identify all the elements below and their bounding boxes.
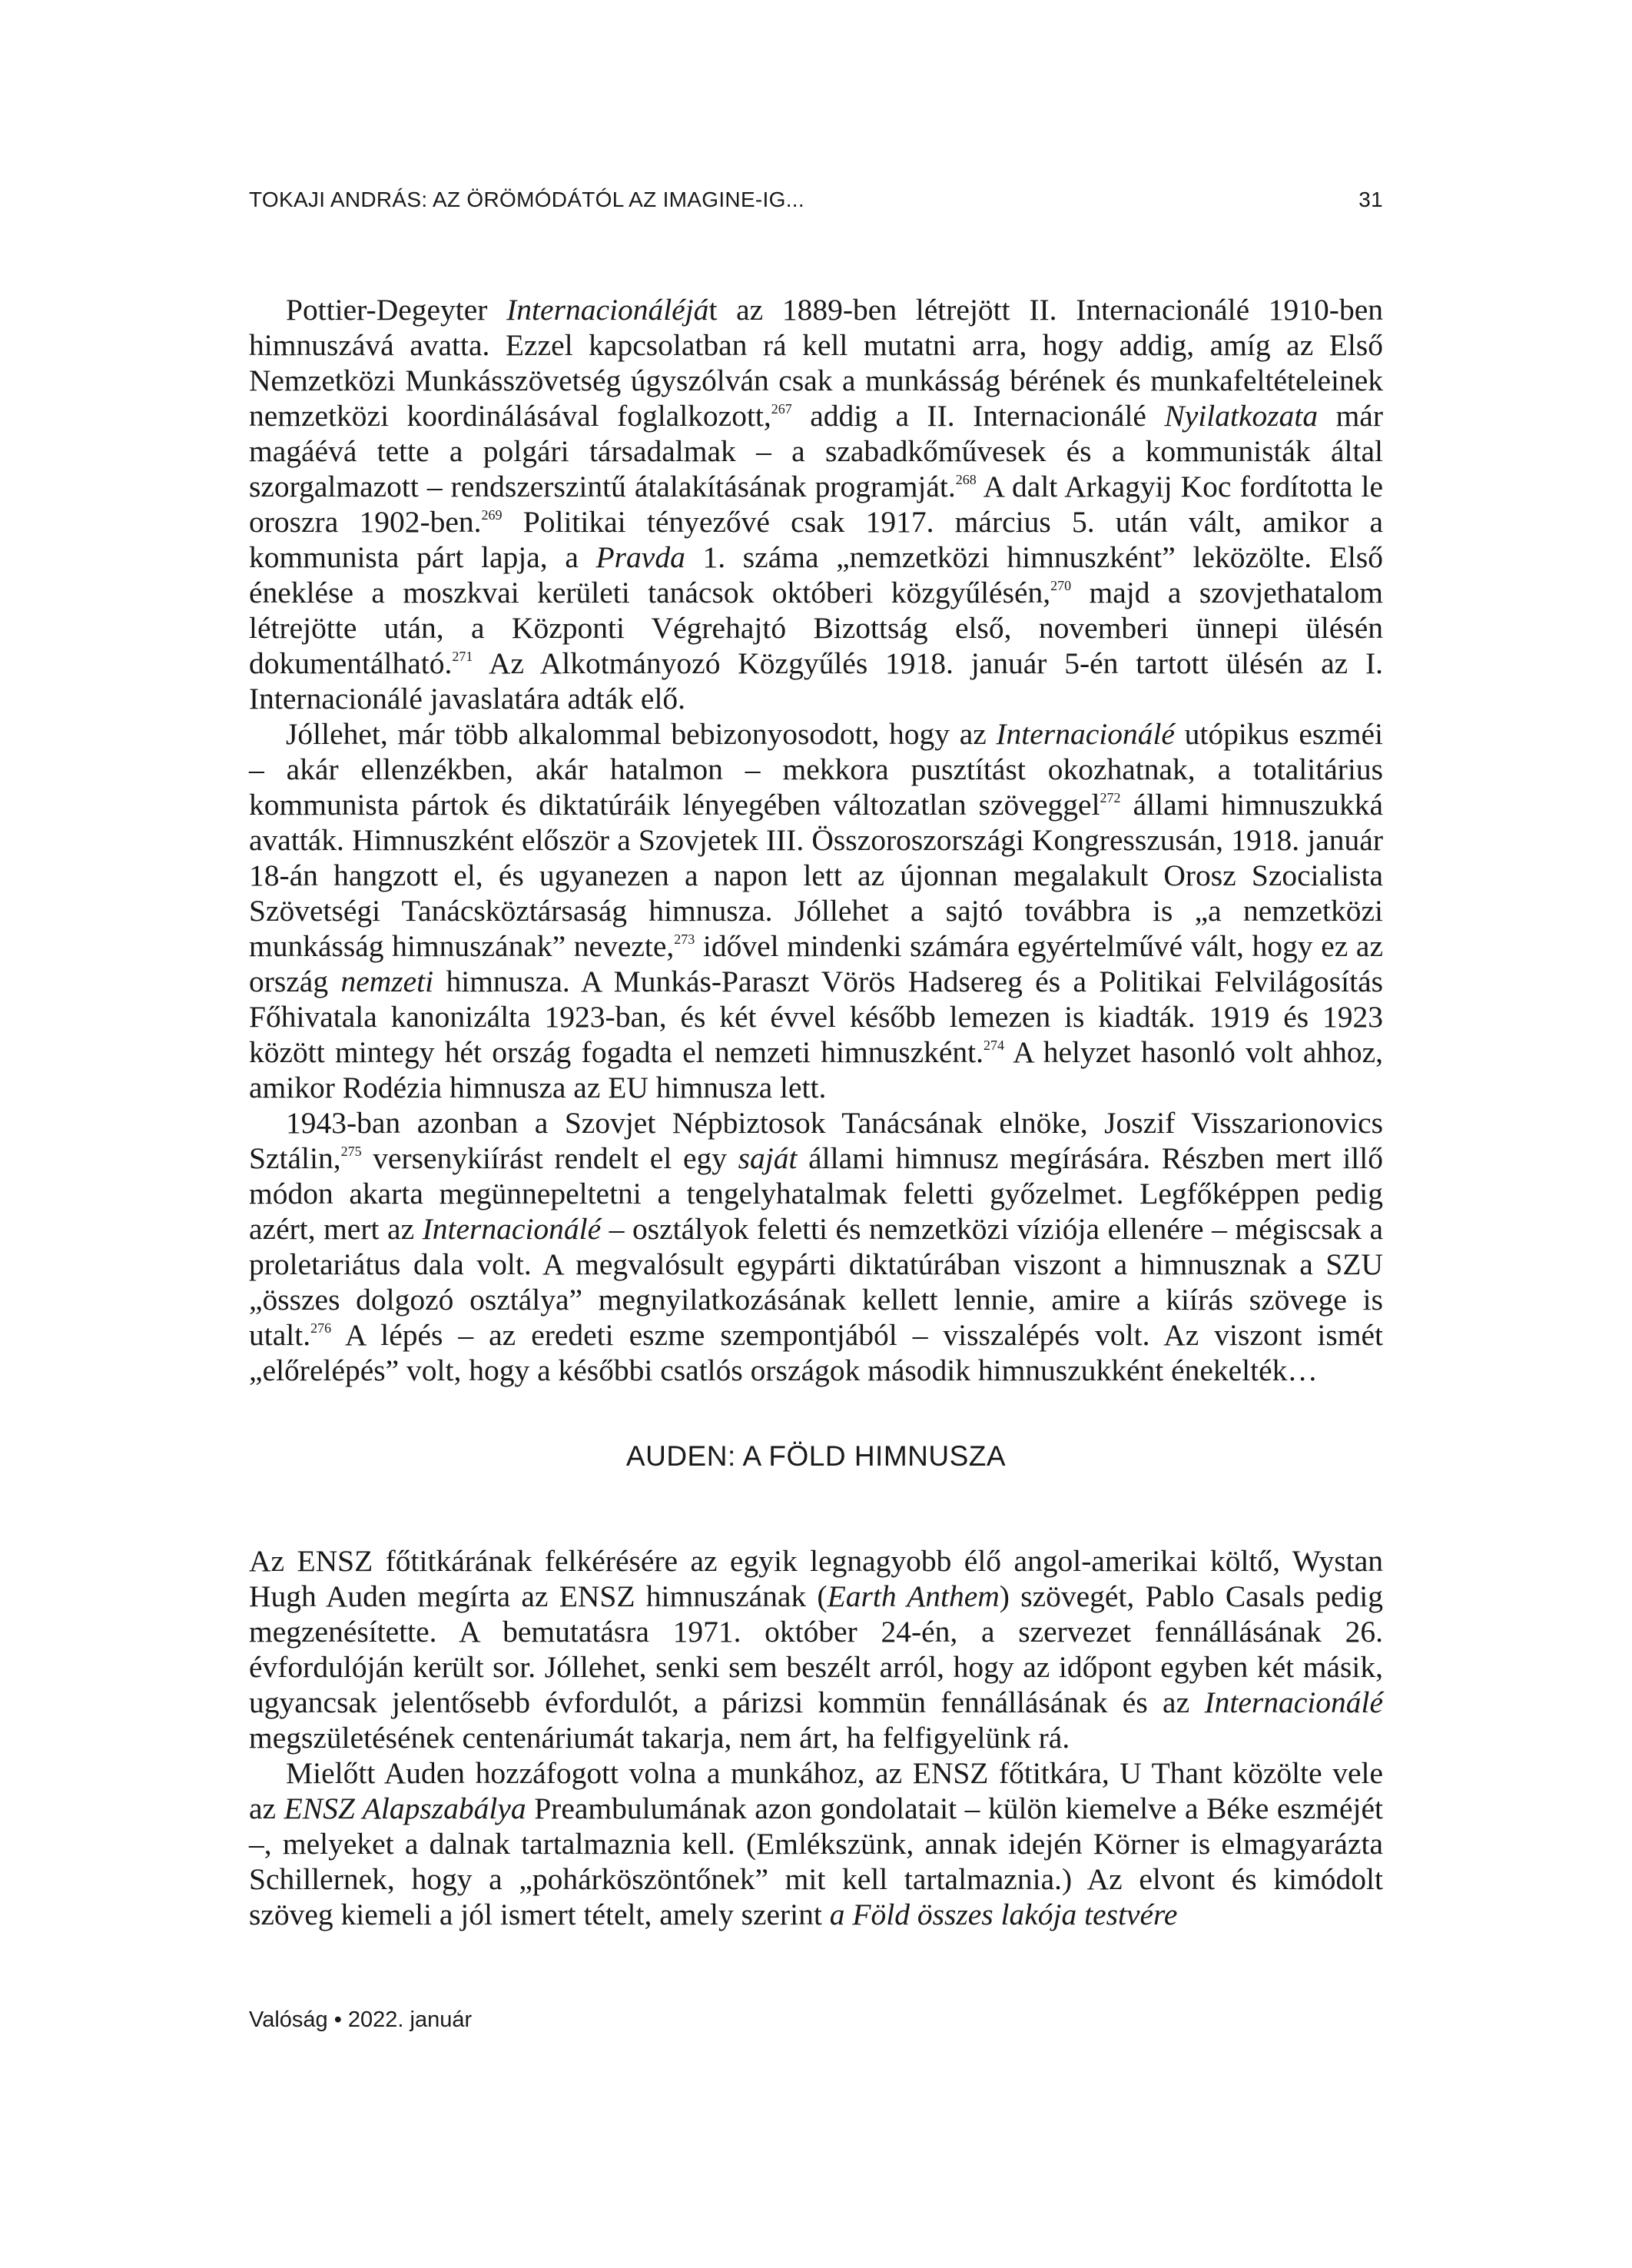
- text-run: ) szövegét, Pablo Casals pedig megzenésítette. A bemutatásra 1971. október 24-én, a szervezet fennállásának 26. évfordulóján került sor. Jóllehet, senki sem beszélt arról, hogy az időpont egyben két másik, ugyancsak jelentősebb évfordulót, a párizsi kommün fennállásának és az: [249, 1579, 1383, 1719]
- footnote-ref-276: 276: [310, 1320, 332, 1336]
- paragraph-4: [249, 1543, 1383, 1755]
- text-run: már magáévá tette a polgári társadalmak – a szabadkőművesek és a kommunisták által szorgalmazott – rendszerszintű átalakításának programját.: [249, 399, 1383, 503]
- running-title: TOKAJI ANDRÁS: AZ ÖRÖMÓDÁTÓL AZ IMAGINE-IG...: [249, 188, 804, 211]
- footnote-ref-267: 267: [771, 401, 792, 417]
- text-run: utópikus eszméi – akár ellenzékben, akár hatalmon – mekkora pusztítást okozhatnak, a totalitárius kommunista pártok és diktatúráik lényegében változatlan szöveggel: [249, 717, 1383, 822]
- paragraph-1: [249, 292, 1383, 716]
- paragraph-5: [249, 1755, 1383, 1932]
- italic-text: saját: [738, 1141, 798, 1175]
- italic-text: Nyilatkozata: [1164, 399, 1319, 433]
- page-footer: Valóság • 2022. január: [249, 2007, 473, 2032]
- text-run: Pottier-Degeyter: [286, 293, 507, 327]
- text-run: Az Alkotmányozó Közgyűlés 1918. január 5-én tartott ülésén az I. Internacionálé javaslatára adták elő.: [249, 646, 1383, 716]
- text-run: állami himnusz megírására. Részben mert illő módon akarta megünnepeltetni a tengelyhatalmak feletti győzelmet. Legfőképpen pedig azért, mert az: [249, 1141, 1383, 1246]
- italic-text: Internacionálé: [422, 1212, 602, 1246]
- text-run: A helyzet hasonló volt ahhoz, amikor Rodézia himnusza az EU himnusza lett.: [249, 1035, 1384, 1104]
- italic-text: Internacionálé: [996, 717, 1175, 751]
- page-number: 31: [1358, 188, 1383, 211]
- footnote-ref-268: 268: [955, 472, 977, 487]
- text-run: idővel mindenki számára egyértelművé vált, hogy ez az ország: [249, 929, 1383, 998]
- text-run: megszületésének centenáriumát takarja, nem árt, ha felfigyelünk rá.: [249, 1721, 1070, 1755]
- footnote-ref-274: 274: [984, 1038, 1005, 1053]
- italic-text: a Föld összes lakója testvére: [829, 1898, 1178, 1931]
- footnote-ref-271: 271: [452, 649, 473, 664]
- text-run: Mielőtt Auden hozzáfogott volna a munkához, az ENSZ főtitkára, U Thant közölte vele az: [249, 1756, 1383, 1825]
- paragraph-2: [249, 716, 1383, 1105]
- text-run: állami himnuszukká avatták. Himnuszként először a Szovjetek III. Összoroszországi Kongresszusán, 1918. január 18-án hangzott el, és ugyanezen a napon lett az újonnan megalakult Orosz Szocialista Szövetségi Tanácsköztársaság himnusza. Jóllehet a sajtó továbbra is „a nemzetközi munkásság himnuszának” nevezte,: [249, 788, 1383, 963]
- section-heading: AUDEN: A FÖLD HIMNUSZA: [625, 1440, 1007, 1472]
- text-run: 1943-ban azonban a Szovjet Népbiztosok Tanácsának elnöke, Joszif Visszarionovics Sztálin,: [249, 1106, 1383, 1175]
- article-body: [249, 292, 1383, 1932]
- text-run: Politikai tényezővé csak 1917. március 5. után vált, amikor a kommunista párt lapja, a: [249, 505, 1383, 574]
- text-run: Jóllehet, már több alkalommal bebizonyosodott, hogy az: [286, 717, 997, 751]
- italic-text: Internacionáléjá: [506, 293, 709, 327]
- footnote-ref-275: 275: [340, 1144, 362, 1159]
- text-run: himnusza. A Munkás-Paraszt Vörös Hadsereg és a Politikai Felvilágosítás Főhivatala kanonizálta 1923-ban, és két évvel később lemezen is kiadták. 1919 és 1923 között mintegy hét ország fogadta el nemzeti himnuszként.: [249, 965, 1383, 1069]
- italic-text: Internacionálé: [1204, 1685, 1383, 1719]
- text-run: t az 1889-ben létrejött II. Internacionálé 1910-ben himnuszává avatta. Ezzel kapcsolatban rá kell mutatni arra, hogy addig, amíg az Első Nemzetközi Munkásszövetség úgyszólván csak a munkásság bérének és munkafeltételeinek nemzetközi koordinálásával foglalkozott,: [249, 293, 1383, 433]
- italic-text: ENSZ Alapszabálya: [284, 1791, 526, 1825]
- text-run: versenykiírást rendelt el egy: [361, 1141, 738, 1175]
- text-run: A dalt Arkagyij Koc fordította le oroszra 1902-ben.: [249, 470, 1383, 539]
- text-run: Preambulumának azon gondolatait – külön kiemelve a Béke eszméjét –, melyeket a dalnak tartalmaznia kell. (Emlékszünk, annak idején Körner is elmagyarázta Schillernek, hogy a „pohárköszöntőnek” mit kell tartalmaznia.) Az elvont és kimódolt szöveg kiemeli a jól ismert tételt, amely szerint: [249, 1791, 1383, 1931]
- running-header: [249, 188, 1383, 212]
- italic-text: nemzeti: [340, 965, 434, 998]
- text-run: 1. száma „nemzetközi himnuszként” leközölte. Első éneklése a moszkvai kerületi tanácsok októberi közgyűlésén,: [249, 540, 1383, 609]
- italic-text: Pravda: [595, 540, 685, 574]
- italic-text: Earth Anthem: [827, 1579, 1000, 1613]
- footnote-ref-269: 269: [481, 507, 503, 523]
- footnote-ref-270: 270: [1050, 578, 1072, 593]
- text-run: Az ENSZ főtitkárának felkérésére az egyik legnagyobb élő angol-amerikai költő, Wystan Hugh Auden megírta az ENSZ himnuszának (: [249, 1544, 1383, 1613]
- text-run: – osztályok feletti és nemzetközi víziója ellenére – mégiscsak a proletariátus dala volt. A megvalósult egypárti diktatúrában viszont a himnusznak a SZU „összes dolgozó osztálya” megnyilatkozásának kellett lennie, amire a kiírás szövege is utalt.: [249, 1212, 1383, 1352]
- footnote-ref-273: 273: [674, 931, 695, 947]
- text-run: addig a II. Internacionálé: [791, 399, 1165, 433]
- text-run: majd a szovjethatalom létrejötte után, a Központi Végrehajtó Bizottság első, novemberi ünnepi ülésén dokumentálható.: [249, 576, 1383, 680]
- text-run: A lépés – az eredeti eszme szempontjából – visszalépés volt. Az viszont ismét „előrelépés” volt, hogy a későbbi csatlós országok második himnuszukként énekelték…: [249, 1318, 1383, 1387]
- footnote-ref-272: 272: [1100, 790, 1121, 805]
- paragraph-3: [249, 1105, 1383, 1388]
